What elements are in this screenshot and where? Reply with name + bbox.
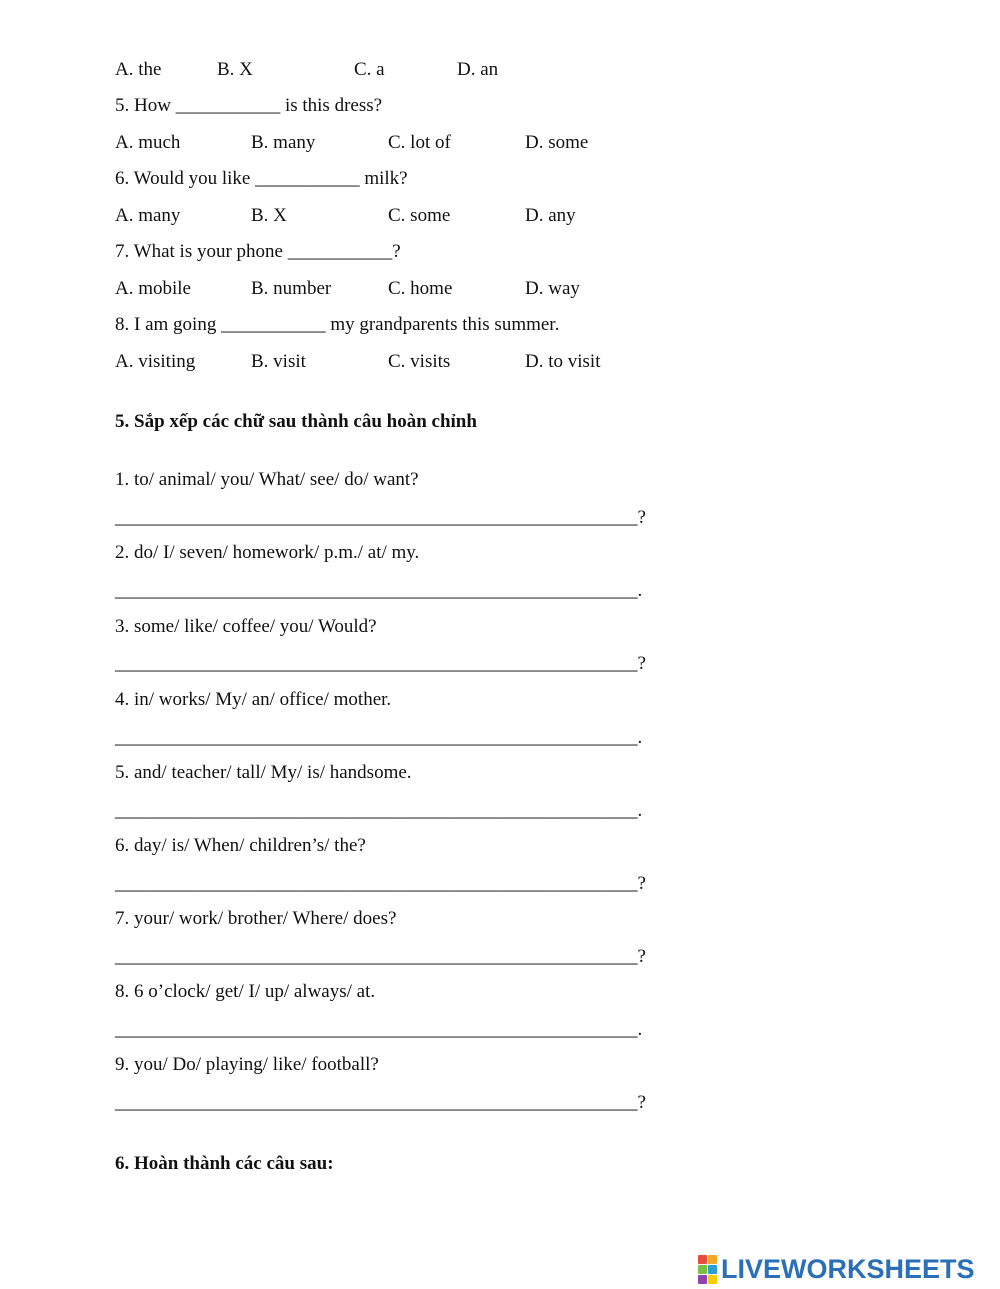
answer-line-6[interactable]: _______________________________________________________? [115, 873, 646, 894]
question-6: 6. Would you like ___________ milk? [115, 168, 408, 189]
q5-option-c: C. lot of [388, 132, 451, 153]
q7-option-b: B. number [251, 278, 332, 299]
logo-square-icon [708, 1255, 717, 1264]
reorder-prompt-2: 2. do/ I/ seven/ homework/ p.m./ at/ my. [115, 542, 420, 563]
answer-line-1[interactable]: _______________________________________________________? [115, 507, 646, 528]
reorder-prompt-8: 8. 6 o’clock/ get/ I/ up/ always/ at. [115, 981, 376, 1002]
reorder-prompt-5: 5. and/ teacher/ tall/ My/ is/ handsome. [115, 762, 412, 783]
answer-line-9[interactable]: _______________________________________________________? [115, 1092, 646, 1113]
q6-option-c: C. some [388, 205, 451, 226]
question-8: 8. I am going ___________ my grandparents this summer. [115, 314, 560, 335]
option-a: A. the [115, 59, 162, 80]
question-7: 7. What is your phone ___________? [115, 241, 401, 262]
reorder-prompt-6: 6. day/ is/ When/ children’s/ the? [115, 835, 366, 856]
q5-option-a: A. much [115, 132, 181, 153]
logo-square-icon [698, 1275, 707, 1284]
q8-option-d: D. to visit [525, 351, 601, 372]
reorder-prompt-3: 3. some/ like/ coffee/ you/ Would? [115, 616, 377, 637]
answer-line-5[interactable]: _______________________________________________________. [115, 800, 643, 821]
option-c: C. a [354, 59, 385, 80]
q7-option-c: C. home [388, 278, 453, 299]
part6-heading: 6. Hoàn thành các câu sau: [115, 1153, 334, 1174]
option-b: B. X [217, 59, 253, 80]
q6-option-b: B. X [251, 205, 287, 226]
q8-option-c: C. visits [388, 351, 451, 372]
answer-line-3[interactable]: _______________________________________________________? [115, 653, 646, 674]
logo-square-icon [708, 1265, 717, 1274]
q7-option-d: D. way [525, 278, 580, 299]
q7-option-a: A. mobile [115, 278, 191, 299]
logo-square-icon [698, 1255, 707, 1264]
reorder-prompt-7: 7. your/ work/ brother/ Where/ does? [115, 908, 397, 929]
q5-option-d: D. some [525, 132, 589, 153]
logo-square-icon [698, 1265, 707, 1274]
q5-option-b: B. many [251, 132, 316, 153]
q6-option-a: A. many [115, 205, 181, 226]
question-5: 5. How ___________ is this dress? [115, 95, 383, 116]
option-d: D. an [457, 59, 499, 80]
reorder-prompt-4: 4. in/ works/ My/ an/ office/ mother. [115, 689, 392, 710]
logo-square-icon [708, 1275, 717, 1284]
answer-line-4[interactable]: _______________________________________________________. [115, 727, 643, 748]
q8-option-a: A. visiting [115, 351, 196, 372]
reorder-prompt-1: 1. to/ animal/ you/ What/ see/ do/ want? [115, 469, 419, 490]
logo-text: LIVEWORKSHEETS [721, 1253, 975, 1284]
logo-mark-icon [698, 1255, 717, 1284]
q8-option-b: B. visit [251, 351, 306, 372]
reorder-prompt-9: 9. you/ Do/ playing/ like/ football? [115, 1054, 379, 1075]
part5-heading: 5. Sắp xếp các chữ sau thành câu hoàn chỉnh [115, 411, 477, 432]
q6-option-d: D. any [525, 205, 576, 226]
answer-line-8[interactable]: _______________________________________________________. [115, 1019, 643, 1040]
liveworksheets-logo [698, 1254, 975, 1284]
answer-line-2[interactable]: _______________________________________________________. [115, 580, 643, 601]
answer-line-7[interactable]: _______________________________________________________? [115, 946, 646, 967]
